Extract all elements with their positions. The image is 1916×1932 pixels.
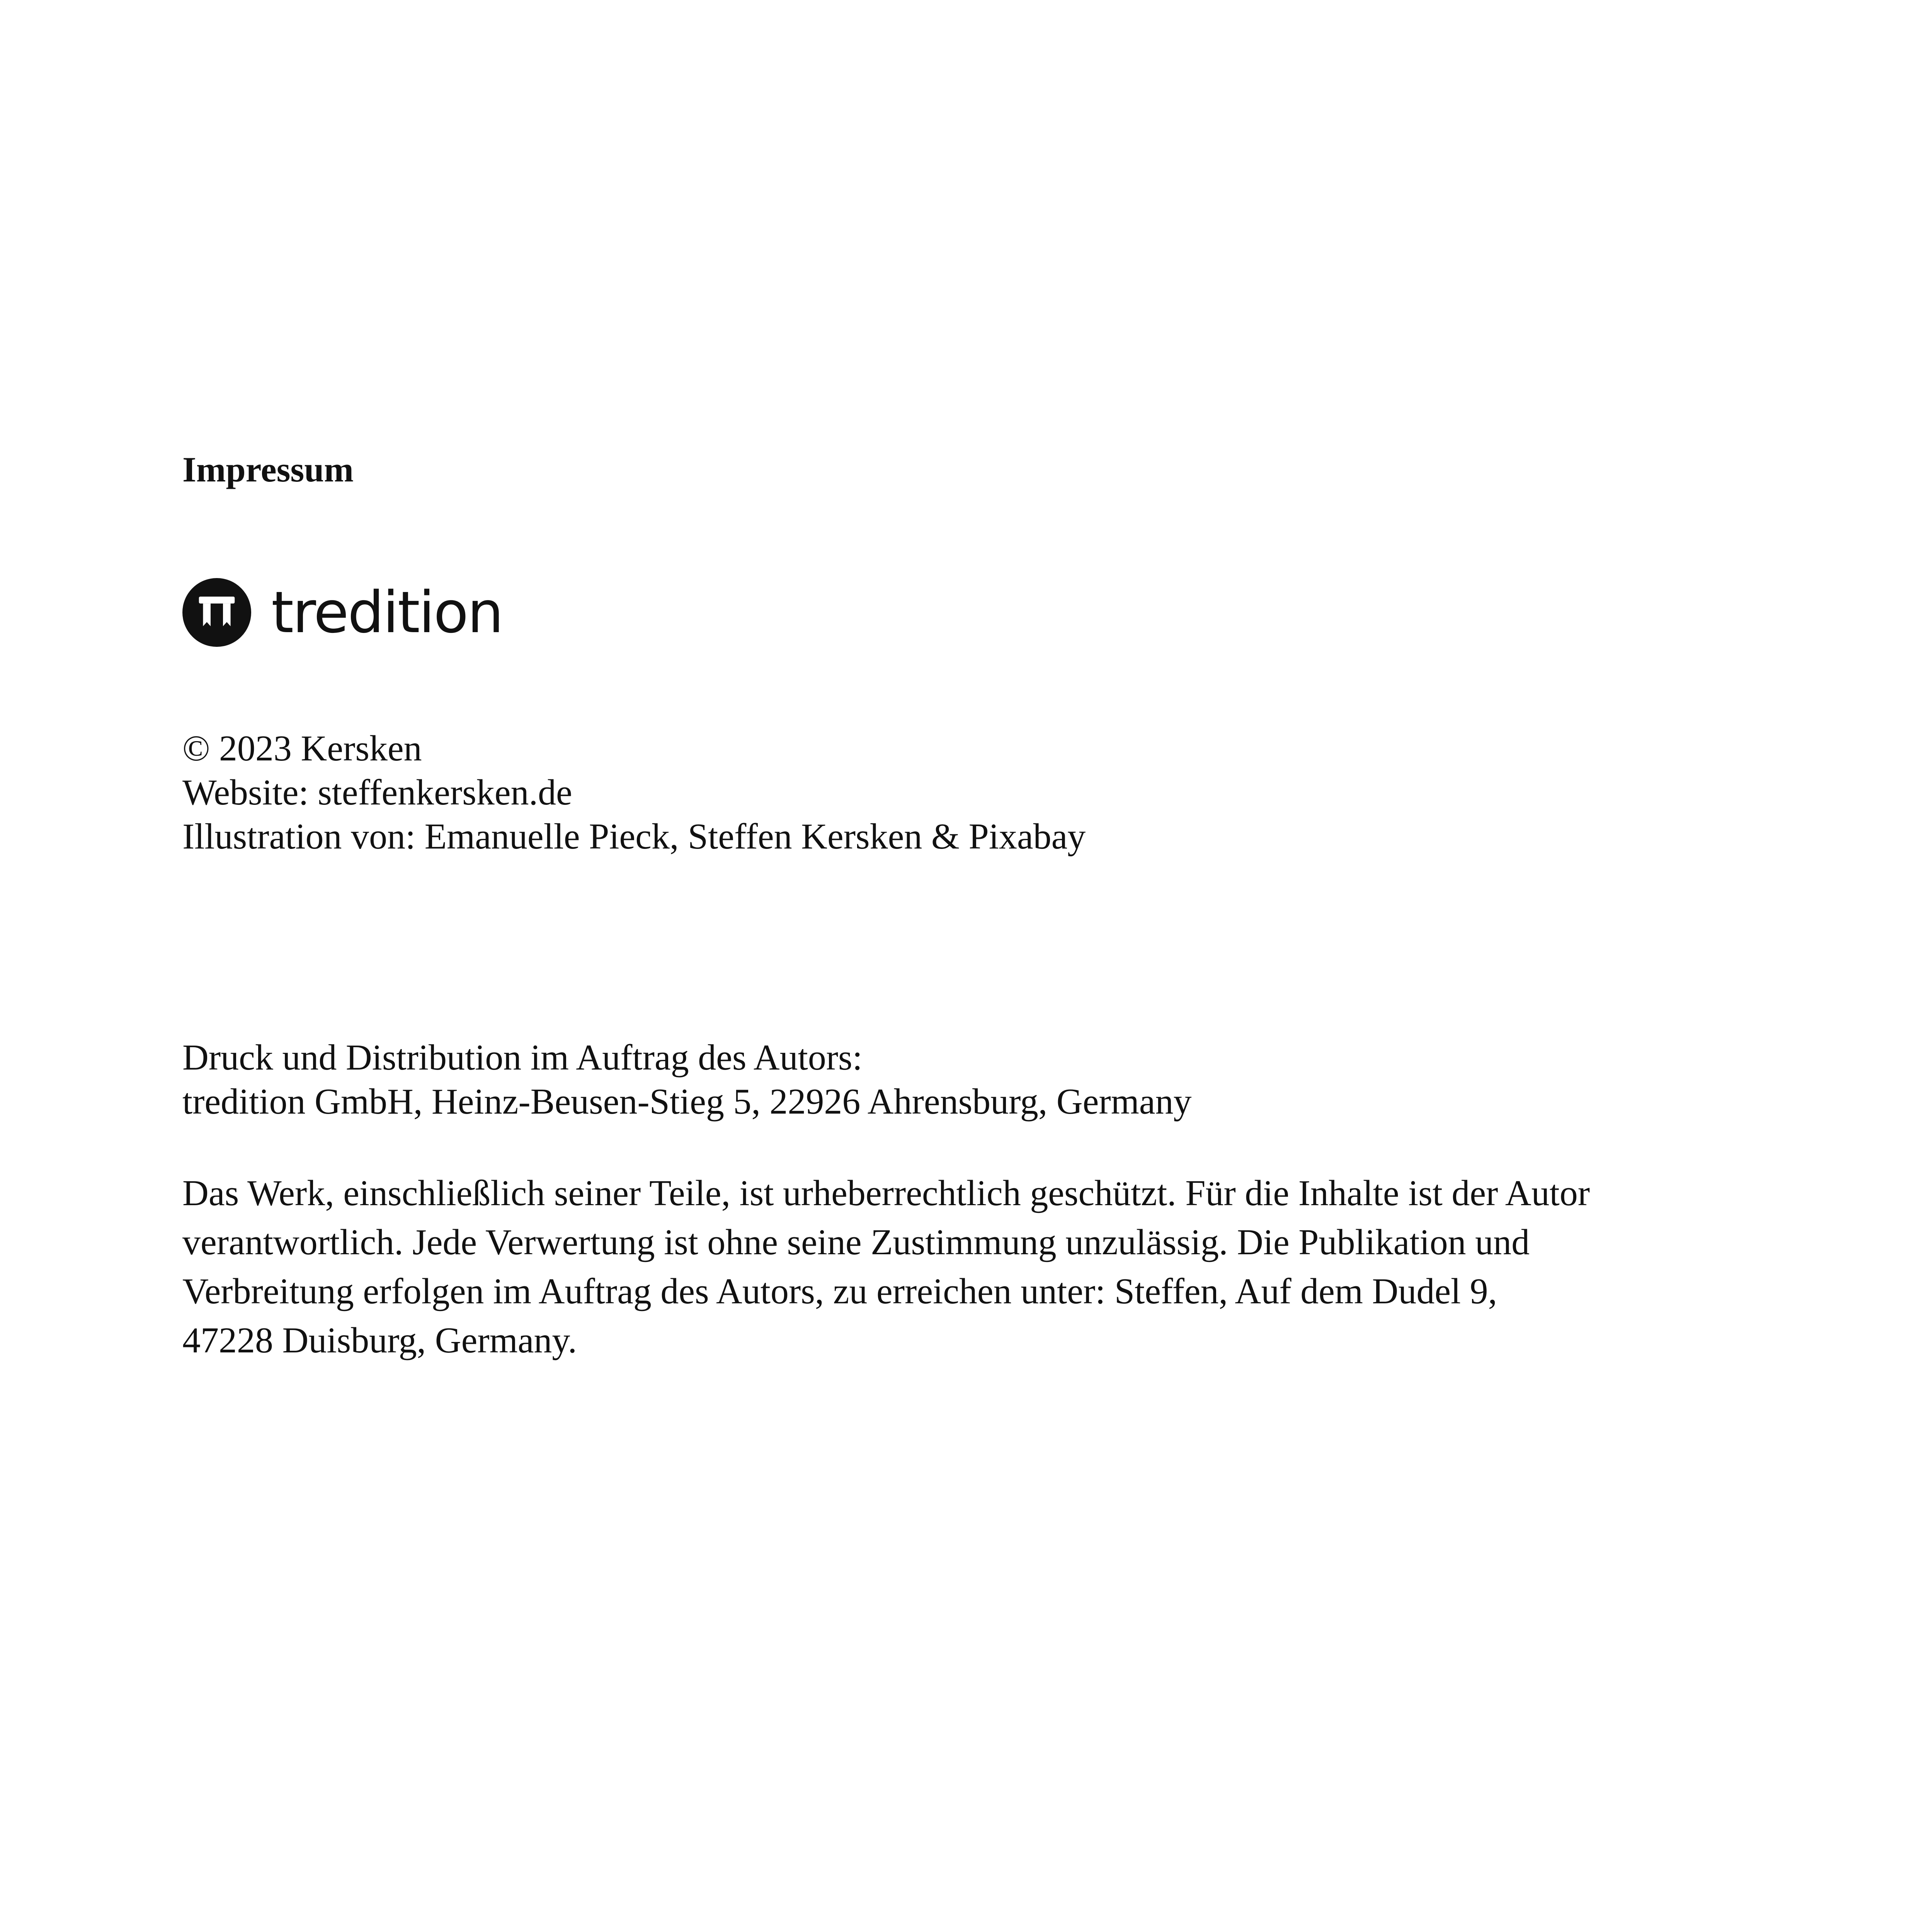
legal-notice-line: Verbreitung erfolgen im Auftrag des Autors, zu erreichen unter: Steffen, Auf dem Dudel 9, — [182, 1271, 1497, 1311]
publisher-logo — [182, 574, 502, 651]
legal-notice-line: 47228 Duisburg, Germany. — [182, 1320, 577, 1361]
legal-notice — [182, 1169, 1736, 1365]
logo-wordmark: tredition — [271, 579, 503, 646]
distribution-heading-line: Druck und Distribution im Auftrag des Autors: — [182, 1037, 863, 1078]
illustration-credit-line: Illustration von: Emanuelle Pieck, Steffen Kersken & Pixabay — [182, 816, 1086, 857]
website-line: Website: steffenkersken.de — [182, 772, 572, 813]
copyright-line: © 2023 Kersken — [182, 728, 422, 769]
publisher-address-line: tredition GmbH, Heinz-Beusen-Stieg 5, 22926 Ahrensburg, Germany — [182, 1082, 1192, 1122]
page-title: Impressum — [182, 450, 354, 489]
copyright-block — [182, 726, 1086, 859]
tredition-logo-icon — [182, 578, 251, 647]
legal-notice-line: verantwortlich. Jede Verwertung ist ohne seine Zustimmung unzulässig. Die Publikation und — [182, 1222, 1530, 1262]
distribution-block — [182, 1036, 1192, 1124]
legal-notice-line: Das Werk, einschließlich seiner Teile, ist urheberrechtlich geschützt. Für die Inhalte ist der Autor — [182, 1173, 1590, 1213]
